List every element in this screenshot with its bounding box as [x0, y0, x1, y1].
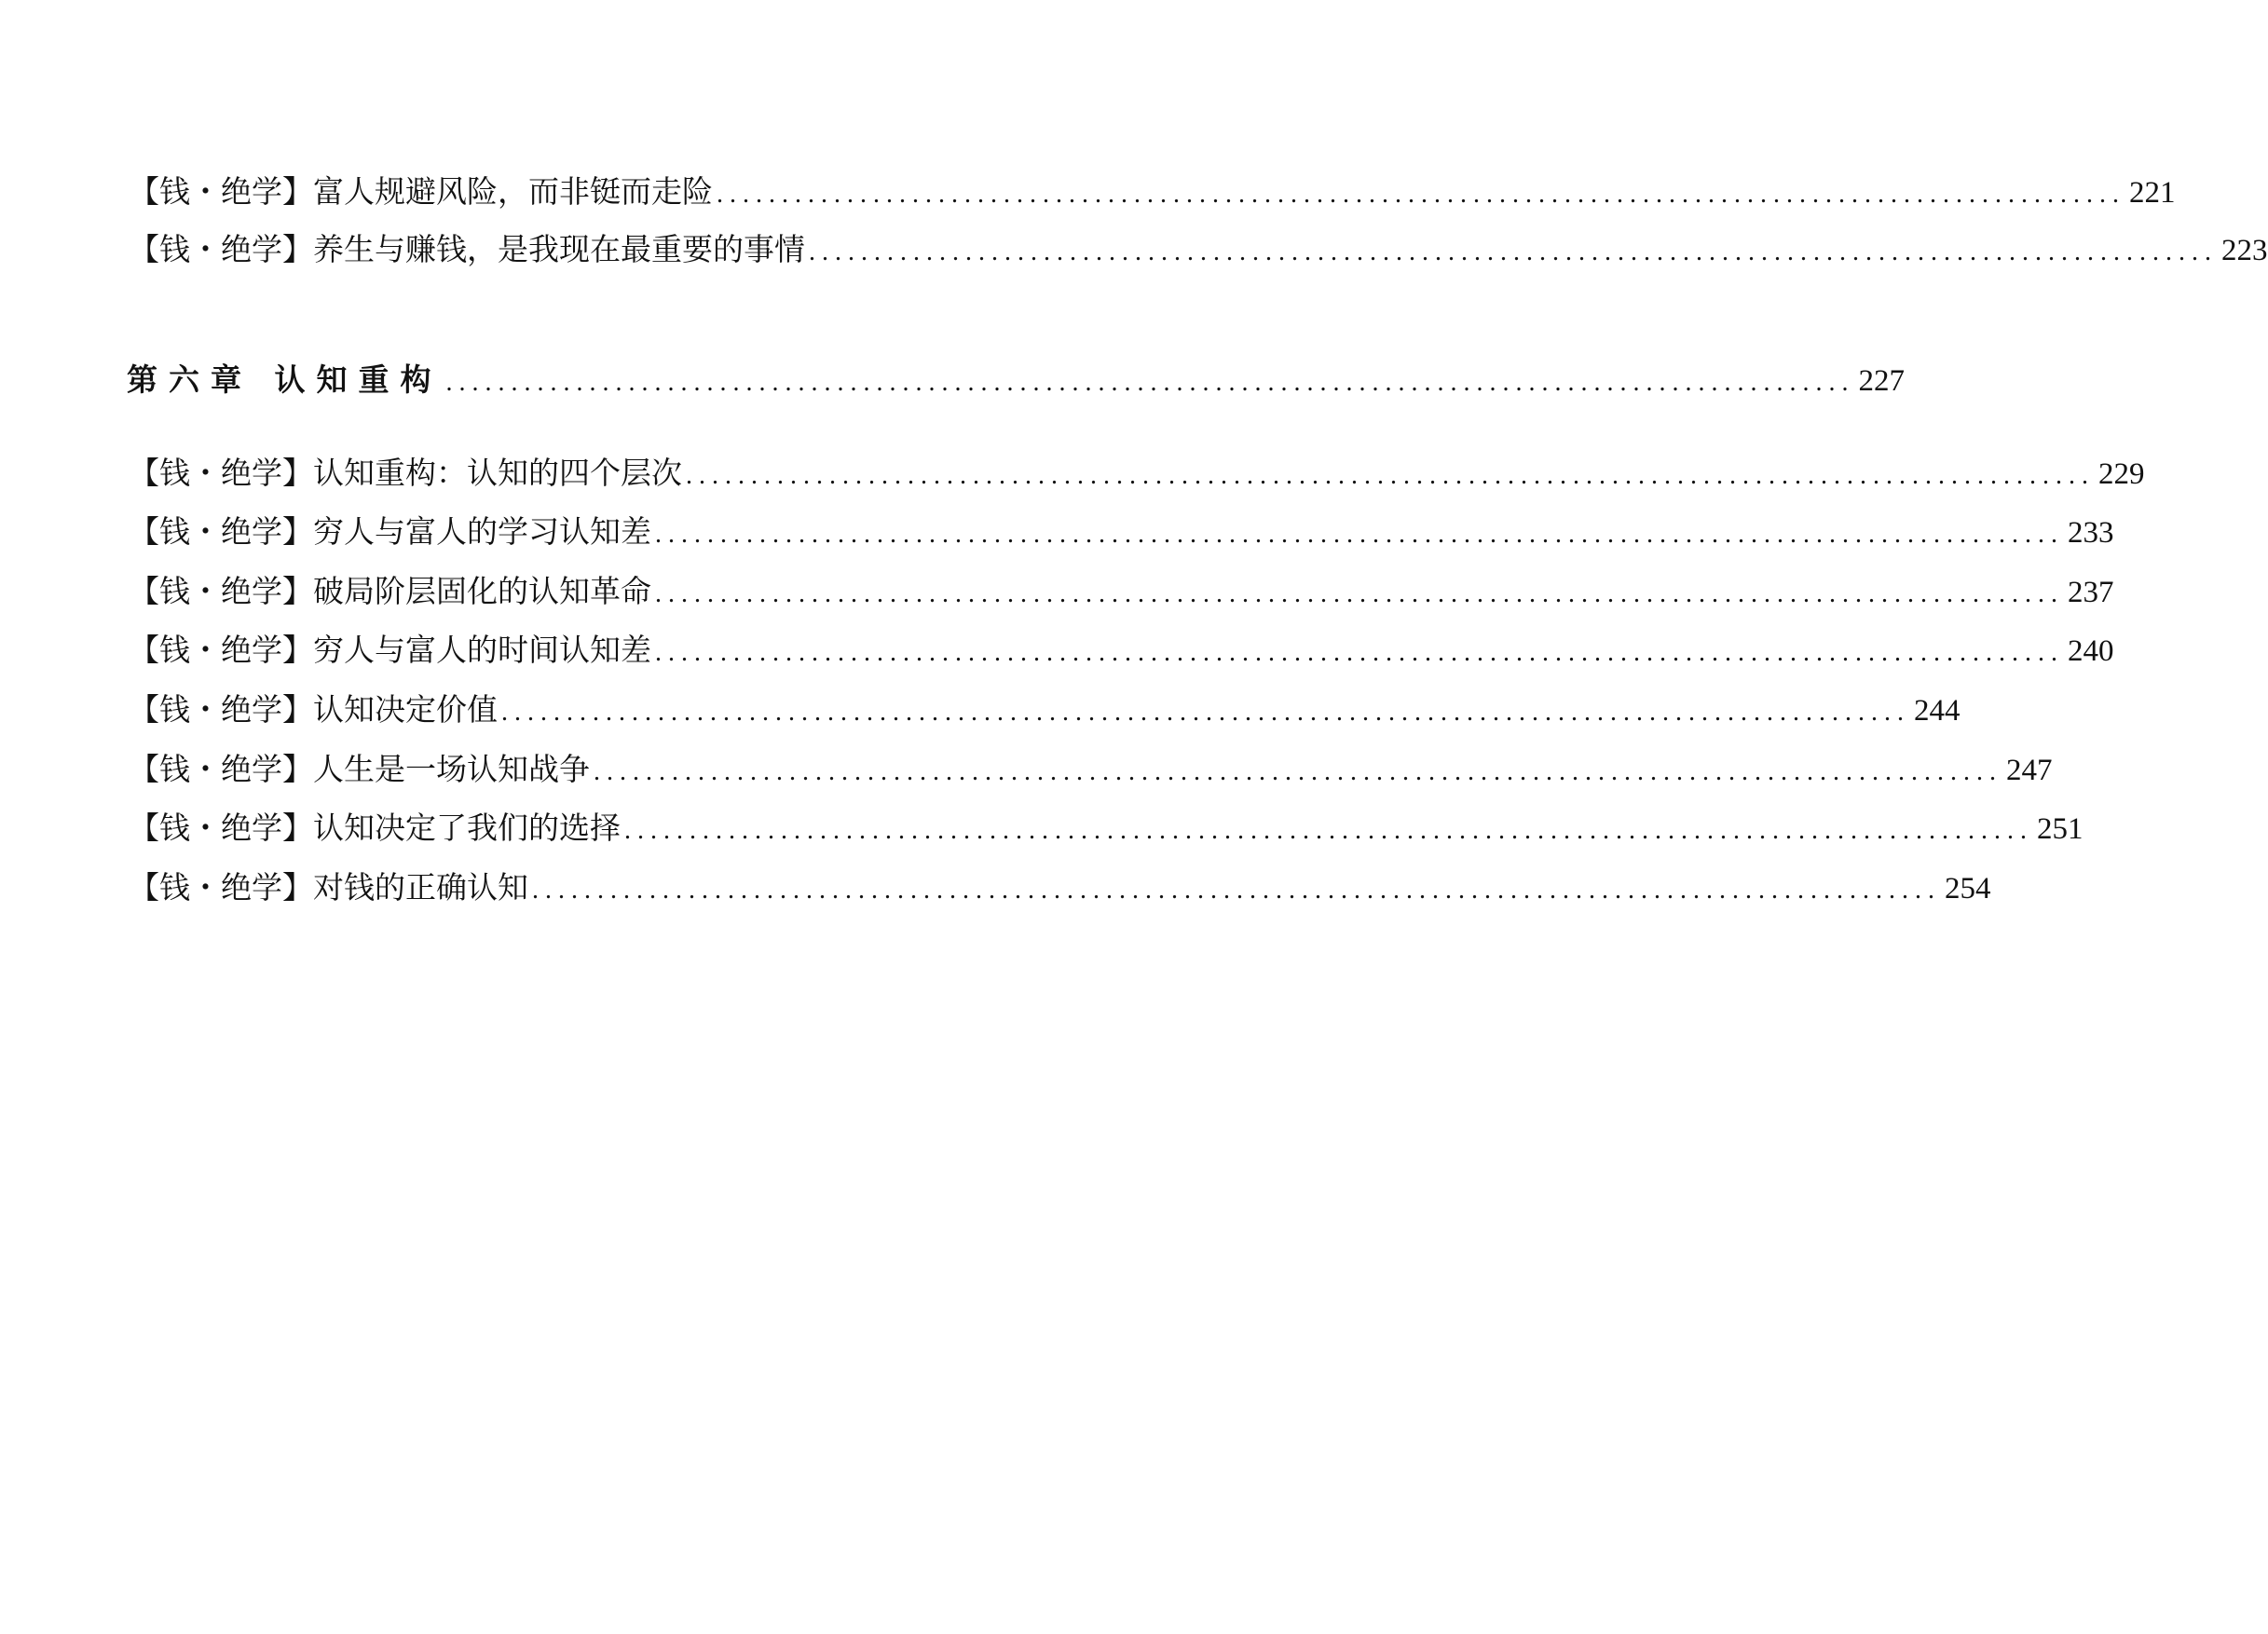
- toc-entry[interactable]: [129, 632, 2114, 669]
- page-number: 247: [2006, 754, 2053, 787]
- dot-leader: ............................................................................................................: [686, 461, 2095, 490]
- page-number: 223: [2221, 234, 2268, 267]
- entry-prefix: 【钱・绝学】: [129, 573, 313, 609]
- dot-leader: ............................................................................................................: [655, 579, 2064, 608]
- toc-entry[interactable]: [129, 455, 2145, 492]
- page-number: 229: [2098, 457, 2145, 491]
- entry-title: 认知决定价值: [313, 691, 498, 728]
- dot-leader: ............................................................................................................: [445, 368, 1855, 397]
- dot-leader: ............................................................................................................: [532, 876, 1941, 905]
- dot-leader: ............................................................................................................: [655, 638, 2064, 667]
- page-number: 221: [2129, 176, 2176, 210]
- entry-prefix: 【钱・绝学】: [129, 632, 313, 668]
- entry-title: 破局阶层固化的认知革命: [313, 573, 651, 609]
- dot-leader: ............................................................................................................: [501, 698, 1910, 727]
- toc-entry[interactable]: [129, 751, 2053, 788]
- dot-leader: ............................................................................................................: [624, 816, 2033, 845]
- entry-prefix: 【钱・绝学】: [129, 173, 313, 210]
- entry-prefix: 【钱・绝学】: [129, 810, 313, 846]
- toc-entry[interactable]: [129, 691, 1961, 728]
- entry-title: 认知决定了我们的选择: [313, 810, 621, 846]
- page-number: 227: [1858, 364, 1905, 398]
- toc-entry[interactable]: [129, 810, 2084, 847]
- entry-title: 富人规避风险，而非铤而走险: [313, 173, 713, 210]
- entry-title: 养生与赚钱，是我现在最重要的事情: [313, 231, 805, 267]
- entry-prefix: 【钱・绝学】: [129, 869, 313, 906]
- toc-entry[interactable]: [129, 513, 2114, 551]
- entry-prefix: 【钱・绝学】: [129, 513, 313, 550]
- toc-entry[interactable]: [129, 173, 2176, 211]
- entry-prefix: 【钱・绝学】: [129, 691, 313, 728]
- toc-entry[interactable]: [129, 573, 2114, 610]
- dot-leader: ............................................................................................................: [655, 520, 2064, 549]
- toc-entry[interactable]: [129, 869, 1991, 906]
- entry-title: 穷人与富人的时间认知差: [313, 632, 651, 668]
- entry-title: 穷人与富人的学习认知差: [313, 513, 651, 550]
- page-number: 237: [2068, 576, 2114, 609]
- page-number: 244: [1914, 694, 1961, 728]
- entry-prefix: 【钱・绝学】: [129, 455, 313, 491]
- entry-title: 认知重构：认知的四个层次: [313, 455, 682, 491]
- page-number: 233: [2068, 516, 2114, 550]
- chapter-title: 第六章 认知重构: [127, 361, 443, 398]
- dot-leader: ............................................................................................................: [809, 238, 2218, 266]
- dot-leader: ............................................................................................................: [594, 757, 2002, 786]
- toc-entry[interactable]: [129, 231, 2268, 268]
- entry-title: 对钱的正确认知: [313, 869, 528, 906]
- entry-prefix: 【钱・绝学】: [129, 231, 313, 267]
- entry-title: 人生是一场认知战争: [313, 751, 590, 787]
- entry-prefix: 【钱・绝学】: [129, 751, 313, 787]
- page-number: 251: [2037, 812, 2084, 846]
- page-number: 240: [2068, 634, 2114, 668]
- page-number: 254: [1945, 872, 1991, 906]
- chapter-heading[interactable]: [127, 361, 1905, 399]
- dot-leader: ............................................................................................................: [717, 180, 2125, 209]
